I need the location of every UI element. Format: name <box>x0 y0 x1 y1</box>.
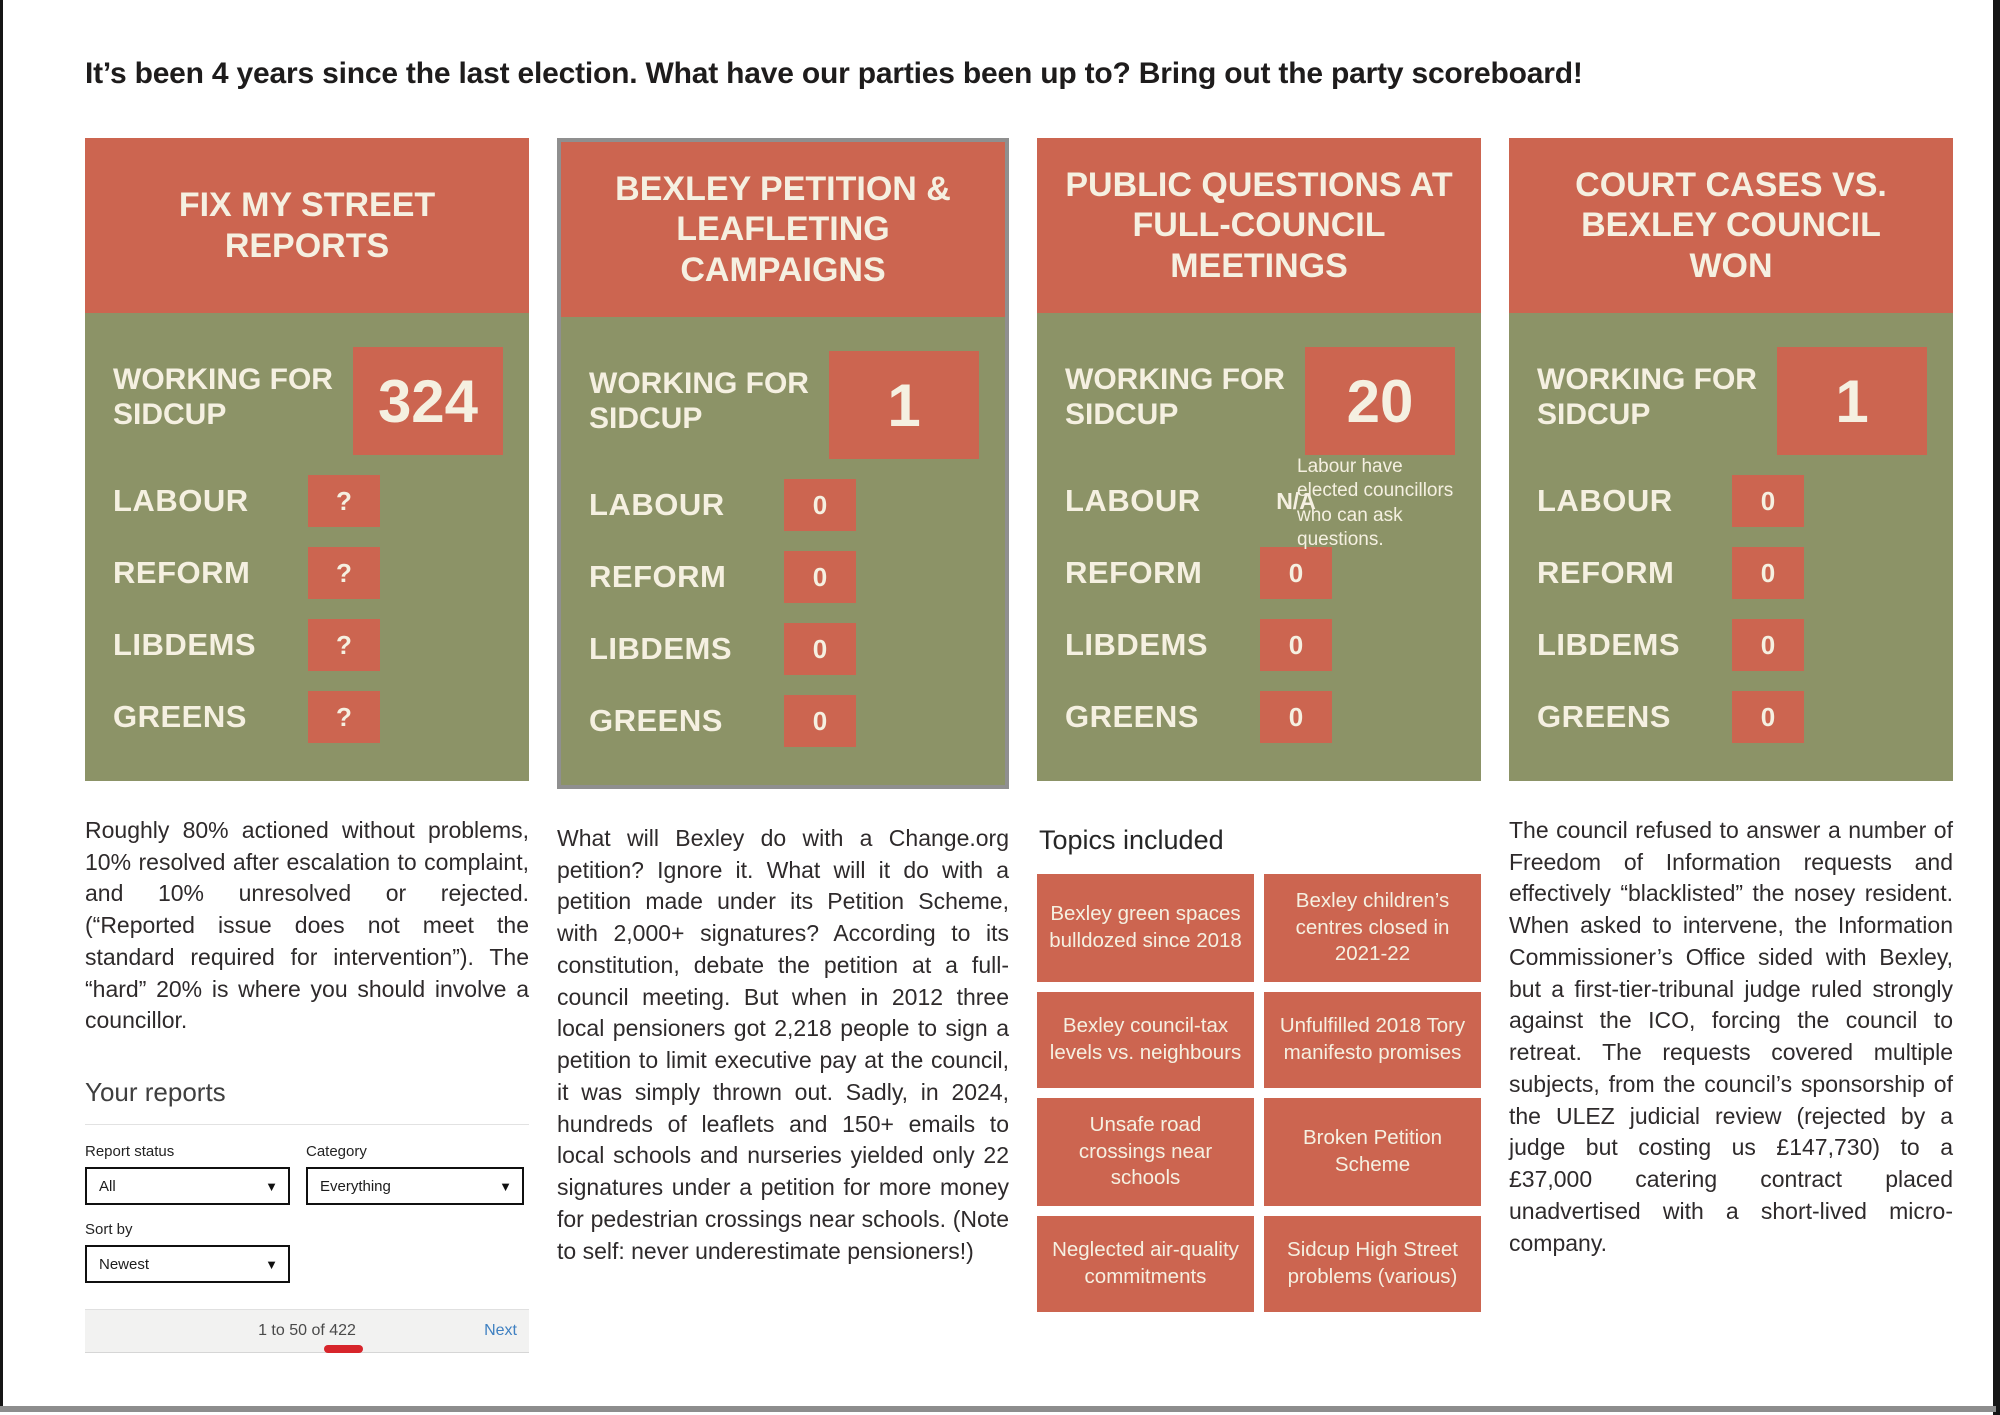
score-label: WORKING FOR SIDCUP <box>1537 363 1757 431</box>
report-status-value: All <box>99 1177 116 1195</box>
party-row <box>1065 619 1455 671</box>
report-filters <box>85 1143 529 1283</box>
score-row <box>113 347 503 455</box>
party-row <box>1065 547 1455 599</box>
score-row <box>1065 347 1455 455</box>
fix-my-street-paragraph: Roughly 80% actioned without problems, 10% resolved after escalation to complaint, and 10% unresolved or rejected. (“Reported issue does not meet the standard required for intervention”). The “hard” 20% is where you should involve a councillor. <box>85 817 529 1034</box>
sort-by-value: Newest <box>99 1255 150 1273</box>
party-label: REFORM <box>589 559 727 594</box>
party-value-box: ? <box>308 547 380 599</box>
party-value-box: ? <box>308 619 380 671</box>
party-value-box: ? <box>308 691 380 743</box>
topic-tile: Unsafe road crossings near schools <box>1037 1098 1254 1206</box>
party-value-box: 0 <box>784 623 856 675</box>
party-value-box: 0 <box>1260 619 1332 671</box>
sort-by-select[interactable] <box>85 1245 290 1283</box>
your-reports-title: Your reports <box>85 1077 226 1108</box>
page-edge-bottom <box>0 1406 1996 1412</box>
party-value-box: 0 <box>1732 547 1804 599</box>
party-row <box>1065 691 1455 743</box>
party-label: REFORM <box>1065 555 1203 590</box>
party-value-box: 0 <box>1260 691 1332 743</box>
party-row <box>113 619 503 671</box>
party-value-box: 0 <box>1260 547 1332 599</box>
red-underline-annotation <box>324 1345 363 1353</box>
category-select[interactable] <box>306 1167 524 1205</box>
topic-tile: Sidcup High Street problems (various) <box>1264 1216 1481 1312</box>
party-row <box>589 551 979 603</box>
pagination-total: 422 <box>329 1322 356 1340</box>
party-label: GREENS <box>1065 699 1199 734</box>
sort-by-field <box>85 1221 290 1283</box>
party-value-text: N/A <box>1276 487 1316 514</box>
category-field <box>306 1143 524 1205</box>
your-reports-panel <box>85 1077 529 1353</box>
party-row <box>589 479 979 531</box>
topic-tile: Broken Petition Scheme <box>1264 1098 1481 1206</box>
party-row <box>113 691 503 743</box>
party-row <box>589 623 979 675</box>
scoreboard-grid <box>85 138 1953 1353</box>
score-row <box>1537 347 1927 455</box>
sort-by-label: Sort by <box>85 1221 133 1239</box>
party-label: GREENS <box>1537 699 1671 734</box>
report-status-select[interactable] <box>85 1167 290 1205</box>
party-label: LIBDEMS <box>589 631 732 666</box>
chevron-down-icon: ▼ <box>499 1178 512 1194</box>
page-title: It’s been 4 years since the last election. What have our parties been up to? Bring out the party scoreboard! <box>85 57 1583 90</box>
party-label: LABOUR <box>1537 483 1673 518</box>
page-edge-right <box>1993 0 2000 1415</box>
column-petitions <box>557 138 1009 1353</box>
party-row <box>1537 547 1927 599</box>
topic-tile: Bexley children’s centres closed in 2021-22 <box>1264 874 1481 982</box>
party-row <box>1537 475 1927 527</box>
party-row <box>113 475 503 527</box>
party-label: LIBDEMS <box>1537 627 1680 662</box>
topic-tile: Bexley council-tax levels vs. neighbours <box>1037 992 1254 1088</box>
topic-tile: Unfulfilled 2018 Tory manifesto promises <box>1264 992 1481 1088</box>
scoreboard-card-petitions <box>557 138 1009 789</box>
party-label: GREENS <box>113 699 247 734</box>
pagination-bar <box>85 1309 529 1353</box>
category-value: Everything <box>320 1177 391 1195</box>
score-value-box: 324 <box>353 347 503 455</box>
party-label: LABOUR <box>113 483 249 518</box>
column-fix-my-street <box>85 138 529 1353</box>
topics-grid <box>1037 874 1481 1312</box>
party-value-box: 0 <box>784 551 856 603</box>
pagination-text <box>258 1322 356 1340</box>
column-court-cases <box>1509 138 1953 1353</box>
score-value-box: 20 <box>1305 347 1455 455</box>
party-label: REFORM <box>1537 555 1675 590</box>
category-label: Category <box>306 1143 367 1161</box>
card-body <box>561 317 1005 785</box>
party-value-box: ? <box>308 475 380 527</box>
card-body <box>1037 313 1481 781</box>
next-page-link[interactable]: Next <box>484 1322 517 1340</box>
card-title: PUBLIC QUESTIONS AT FULL-COUNCIL MEETINGS <box>1037 138 1481 313</box>
party-row <box>1537 691 1927 743</box>
party-row <box>1537 619 1927 671</box>
court-cases-paragraph: The council refused to answer a number of Freedom of Information requests and effectively “blacklisted” the nosey resident. When asked to intervene, the Information Commissioner’s Office sided with Bexley, but a first-tier-tribunal judge ruled strongly against the ICO, forcing the council to retreat. The requests covered multiple subjects, from the council’s sponsorship of the ULEZ judicial review (rejected by a judge but costing us £147,730) to a £37,000 catering contract placed unadvertised with a short-lived micro-company. <box>1509 817 1953 1256</box>
party-value-box: 0 <box>784 479 856 531</box>
party-value-box: 0 <box>1732 619 1804 671</box>
report-status-field <box>85 1143 290 1205</box>
pagination-total-wrap <box>329 1322 356 1340</box>
party-label: LABOUR <box>1065 483 1201 518</box>
scoreboard-card-fix-my-street <box>85 138 529 781</box>
card-body <box>85 313 529 781</box>
party-label: LIBDEMS <box>1065 627 1208 662</box>
topic-tile: Bexley green spaces bulldozed since 2018 <box>1037 874 1254 982</box>
scoreboard-card-court-cases <box>1509 138 1953 781</box>
divider <box>85 1124 529 1125</box>
topics-heading: Topics included <box>1039 825 1224 855</box>
chevron-down-icon: ▼ <box>265 1178 278 1194</box>
card-body <box>1509 313 1953 781</box>
chevron-down-icon: ▼ <box>265 1256 278 1272</box>
labour-councillors-note: Labour have elected councillors who can ask questions. <box>1297 456 1454 550</box>
column-public-questions <box>1037 138 1481 1353</box>
party-row <box>113 547 503 599</box>
card-title: COURT CASES VS. BEXLEY COUNCIL WON <box>1509 138 1953 313</box>
pagination-prefix: 1 to 50 of <box>258 1322 330 1340</box>
card-title: FIX MY STREET REPORTS <box>85 138 529 313</box>
score-label: WORKING FOR SIDCUP <box>1065 363 1285 431</box>
party-value-box: 0 <box>1732 691 1804 743</box>
score-row <box>589 351 979 459</box>
score-value-box: 1 <box>829 351 979 459</box>
party-row <box>589 695 979 747</box>
petitions-paragraph: What will Bexley do with a Change.org petition? Ignore it. What will it do with a petition made under its Petition Scheme, with 2,000+ signatures? According to its constitution, debate the petition at a full-council meeting. But when in 2012 three local pensioners got 2,218 people to sign a petition to limit executive pay at the council, it was simply thrown out. Sadly, in 2024, hundreds of leaflets and 150+ emails to local schools and nurseries yielded only 22 signatures under a petition for more money for pedestrian crossings near schools. (Note to self: never underestimate pensioners!) <box>557 825 1009 1264</box>
card-title: BEXLEY PETITION & LEAFLETING CAMPAIGNS <box>561 142 1005 317</box>
scoreboard-card-public-questions <box>1037 138 1481 781</box>
party-label: LIBDEMS <box>113 627 256 662</box>
party-label: LABOUR <box>589 487 725 522</box>
report-status-label: Report status <box>85 1143 175 1161</box>
score-label: WORKING FOR SIDCUP <box>589 367 809 435</box>
topic-tile: Neglected air-quality commitments <box>1037 1216 1254 1312</box>
score-label: WORKING FOR SIDCUP <box>113 363 333 431</box>
party-label: REFORM <box>113 555 251 590</box>
party-label: GREENS <box>589 703 723 738</box>
party-value-box: 0 <box>784 695 856 747</box>
party-value-box: 0 <box>1732 475 1804 527</box>
page-edge-left <box>0 0 3 1412</box>
score-value-box: 1 <box>1777 347 1927 455</box>
